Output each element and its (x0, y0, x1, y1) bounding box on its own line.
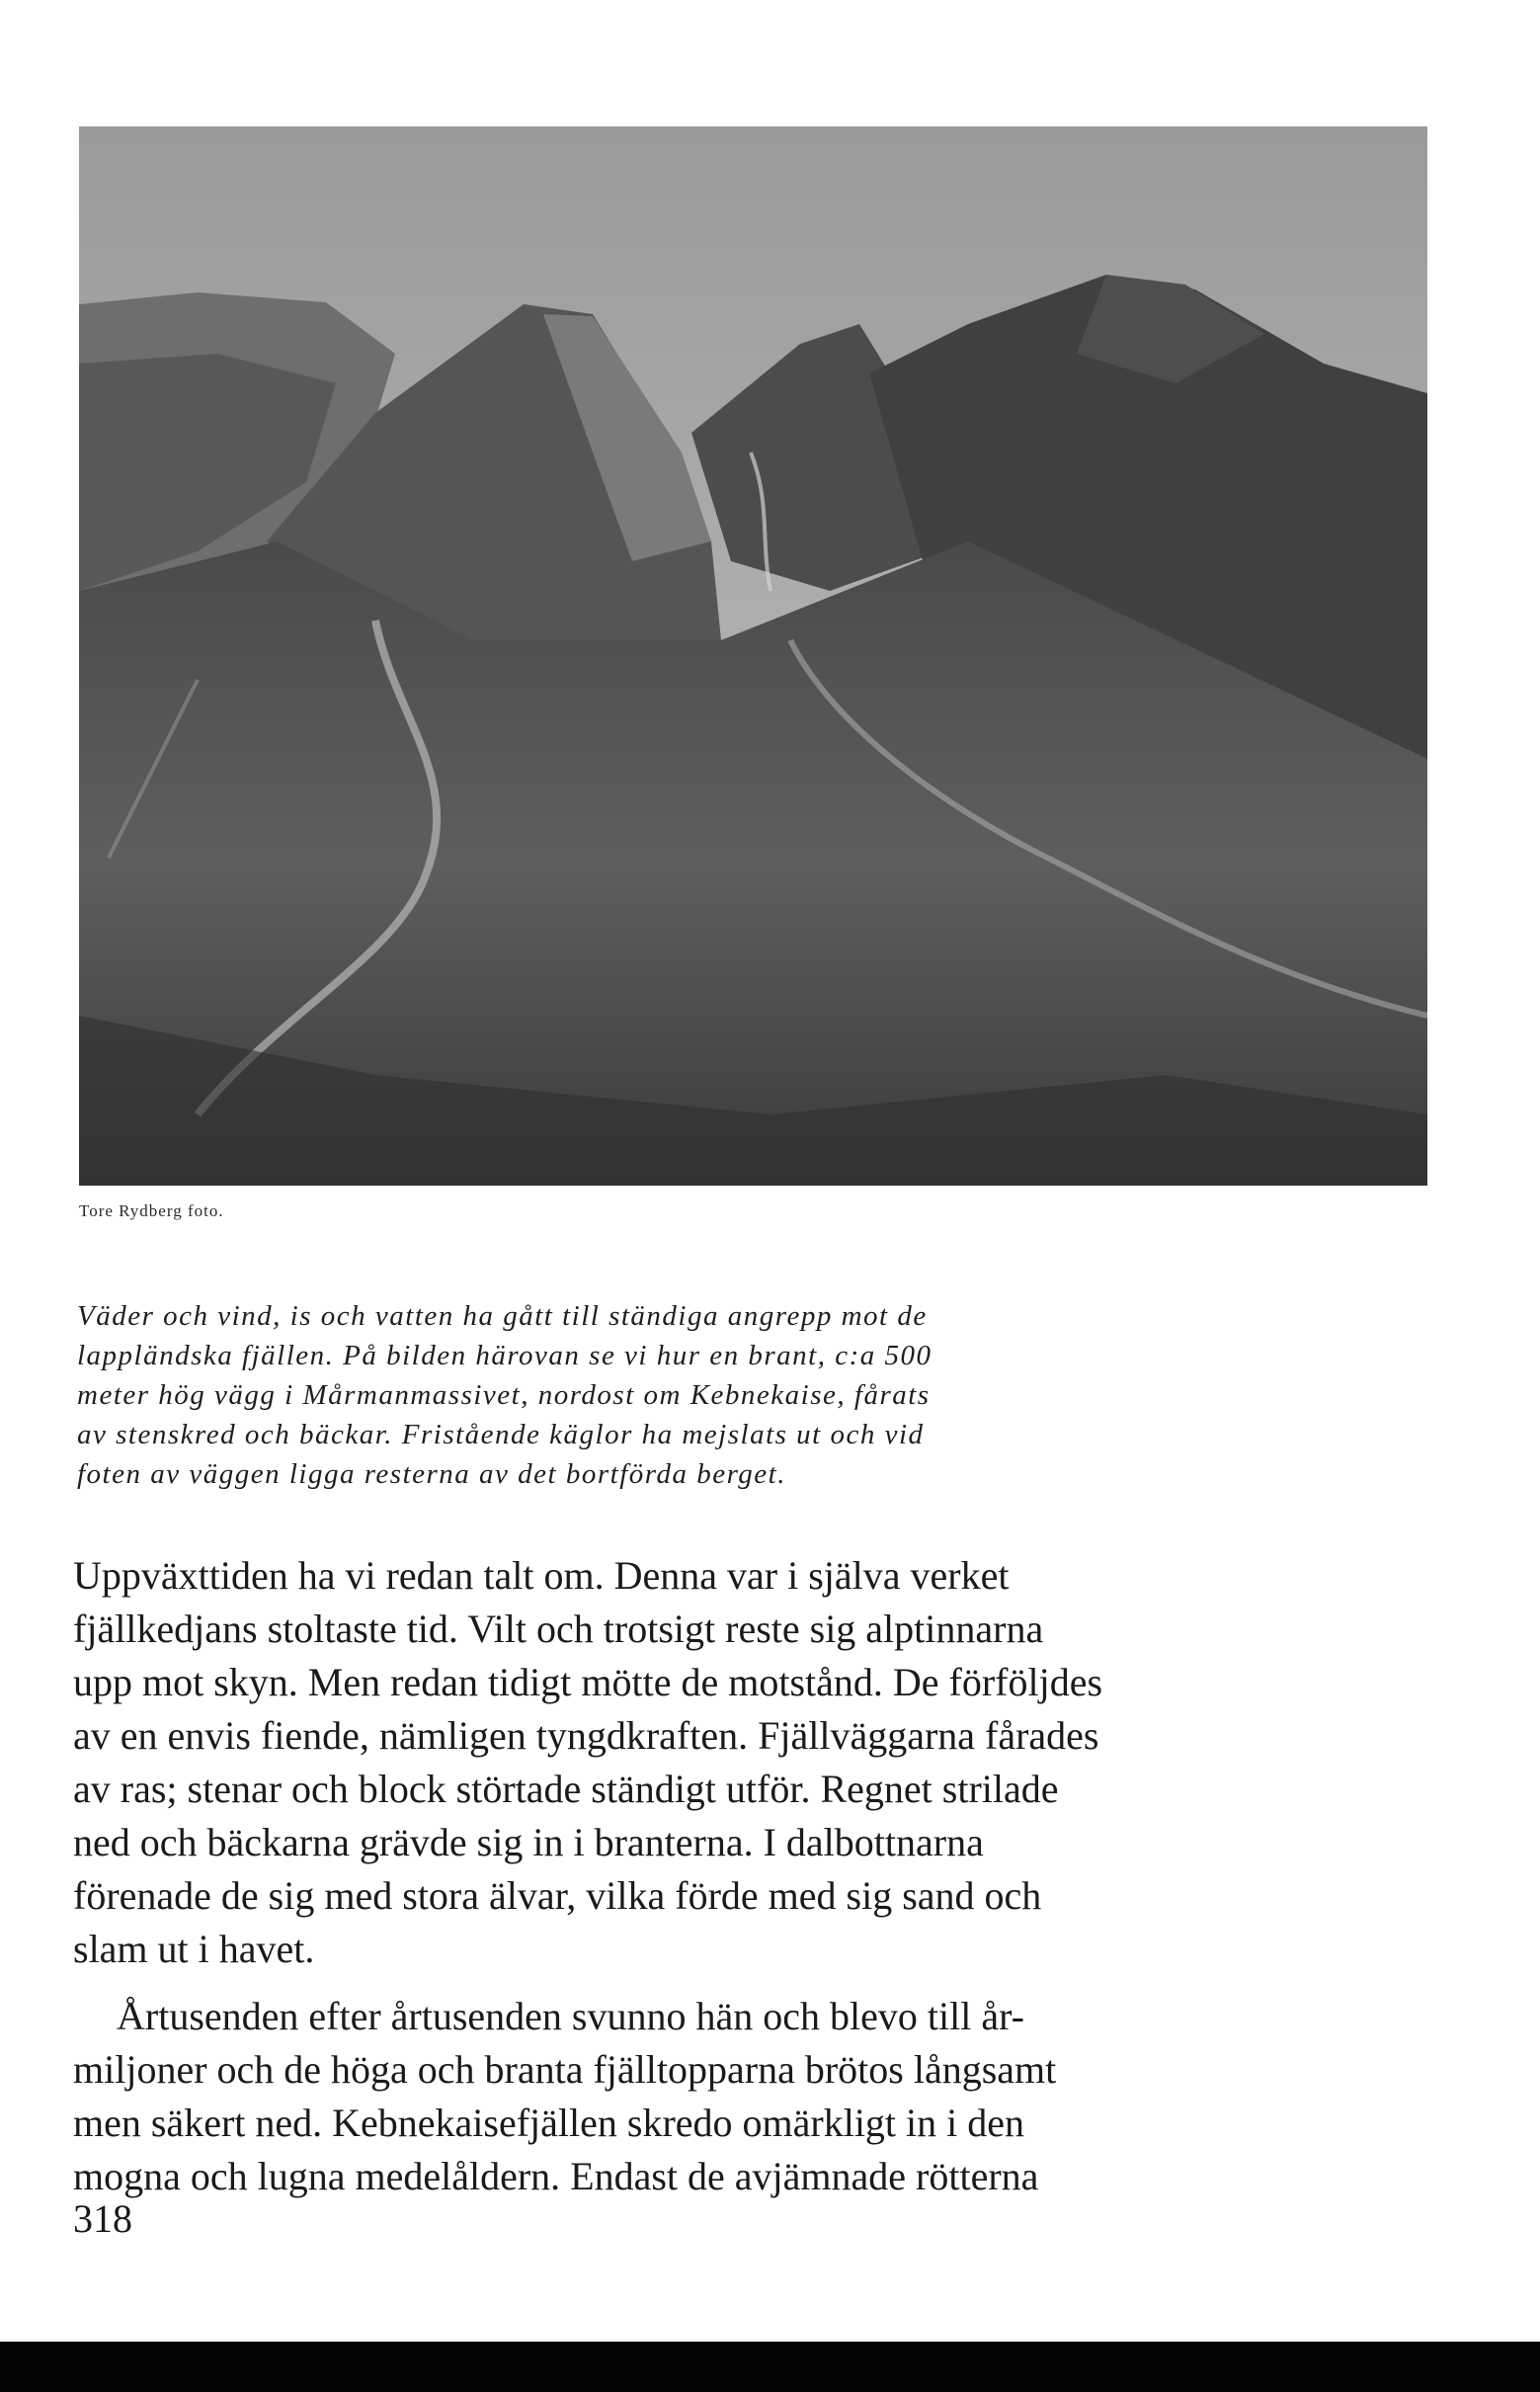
text-line: men säkert ned. Kebnekaisefjällen skredo omärkligt in i den (73, 2101, 1025, 2145)
photo-credit: Tore Rydberg foto. (79, 1201, 224, 1220)
scan-border (0, 2342, 1540, 2392)
paragraph-2 (73, 1990, 1308, 2203)
caption-line: Väder och vind, is och vatten ha gått till ständiga angrepp mot de (77, 1300, 928, 1332)
caption-line: meter hög vägg i Mårmanmassivet, nordost om Kebnekaise, fårats (77, 1379, 931, 1411)
text-line: Uppväxttiden ha vi redan talt om. Denna var i själva verket (73, 1553, 1010, 1598)
caption-line: av stenskred och bäckar. Fristående käglor ha mejslats ut och vid (77, 1419, 925, 1450)
mountain-landscape-image (79, 126, 1427, 1186)
body-text (73, 1549, 1308, 2203)
text-line: Årtusenden efter årtusenden svunno hän och blevo till år- (117, 1994, 1024, 2038)
paragraph-1 (73, 1549, 1308, 1976)
caption-line: lappländska fjällen. På bilden härovan se vi hur en brant, c:a 500 (77, 1340, 932, 1371)
text-line: av en envis fiende, nämligen tyngdkraften. Fjällväggarna fårades (73, 1713, 1099, 1758)
text-line: av ras; stenar och block störtade ständigt utför. Regnet strilade (73, 1767, 1059, 1811)
text-line: ned och bäckarna grävde sig in i branterna. I dalbottnarna (73, 1820, 984, 1864)
page-number: 318 (73, 2196, 132, 2241)
mountain-photo (79, 126, 1427, 1186)
text-line: fjällkedjans stoltaste tid. Vilt och trotsigt reste sig alptinnarna (73, 1607, 1044, 1651)
text-line: upp mot skyn. Men redan tidigt mötte de motstånd. De förföljdes (73, 1660, 1103, 1704)
caption-line: foten av väggen ligga resterna av det bortförda berget. (77, 1458, 786, 1490)
text-line: slam ut i havet. (73, 1927, 315, 1971)
text-line: miljoner och de höga och branta fjälltopparna brötos långsamt (73, 2047, 1057, 2092)
text-line: mogna och lugna medelåldern. Endast de avjämnade rötterna (73, 2154, 1039, 2198)
photo-caption (77, 1296, 1361, 1494)
text-line: förenade de sig med stora älvar, vilka förde med sig sand och (73, 1873, 1042, 1918)
